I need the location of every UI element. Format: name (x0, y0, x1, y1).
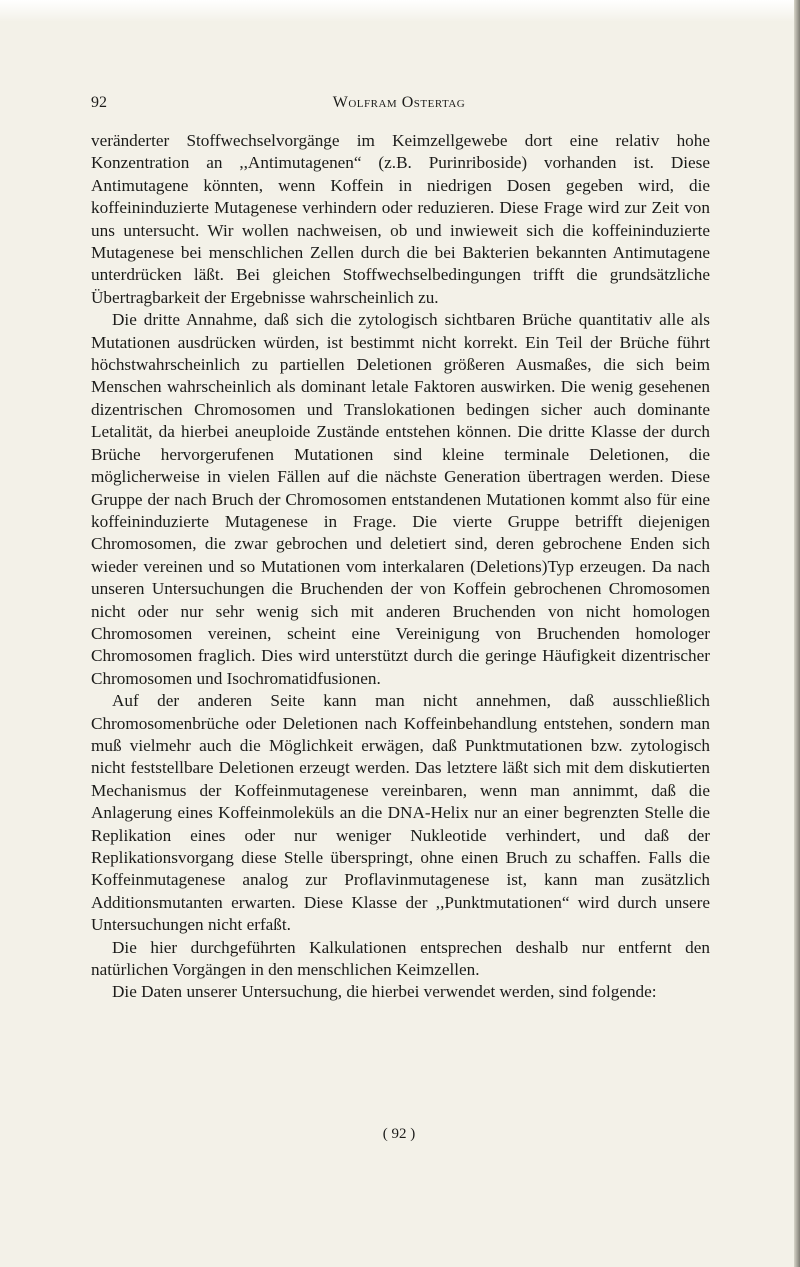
paragraph: Auf der anderen Seite kann man nicht annehmen, daß ausschließlich Chromosomenbrüche oder Deletionen nach Koffeinbehandlung entstehen, sondern man muß vielmehr auch die Möglichkeit erwägen, daß Punktmutationen bzw. zytologisch nicht feststellbare Deletionen erzeugt werden. Das letztere läßt sich mit dem diskutierten Mechanismus der Koffeinmutagenese vereinbaren, wenn man annimmt, daß die Anlagerung eines Koffeinmoleküls an die DNA-Helix nur an einer begrenzten Stelle die Replikation eines oder nur weniger Nukleotide verhindert, und daß der Replikationsvorgang diese Stelle überspringt, ohne einen Bruch zu schaffen. Falls die Koffeinmutagenese analog zur Proflavinmutagenese ist, kann man zusätzlich Additionsmutanten erwarten. Diese Klasse der ,,Punktmutationen“ wird durch unsere Untersuchungen nicht erfaßt. (91, 691, 710, 935)
running-head: Wolfram Ostertag (332, 94, 466, 111)
page-right-edge (794, 0, 800, 1267)
paragraph: veränderter Stoffwechselvorgänge im Keimzellgewebe dort eine relativ hohe Konzentration an ,,Antimutagenen“ (z.B. Purinriboside) vorhanden ist. Diese Antimutagene könnten, wenn Koffein in niedrigen Dosen gegeben wird, die koffeininduzierte Mutagenese verhindern oder reduzieren. Diese Frage wird zur Zeit von uns untersucht. Wir wollen nachweisen, ob und inwieweit sich die koffeininduzierte Mutagenese bei menschlichen Zellen durch die bei Bakterien bekannten Antimutagene unterdrücken läßt. Bei gleichen Stoffwechselbedingungen trifft die grundsätzliche Übertragbarkeit der Ergebnisse wahrscheinlich zu. (91, 131, 710, 307)
page-header (91, 94, 707, 116)
paragraph: Die Daten unserer Untersuchung, die hierbei verwendet werden, sind folgende: (112, 982, 657, 1002)
page-top-shadow (0, 0, 800, 22)
paragraph: Die dritte Annahme, daß sich die zytologisch sichtbaren Brüche quantitativ alle als Mutationen ausdrücken würden, ist bestimmt nicht korrekt. Ein Teil der Brüche führt höchstwahrscheinlich zu partiellen Deletionen größeren Ausmaßes, die sich beim Menschen wahrscheinlich als dominant letale Faktoren auswirken. Die wenig gesehenen dizentrischen Chromosomen und Translokationen bedingen sicher auch dominante Letalität, da hierbei aneuploide Zustände entstehen können. Die dritte Klasse der durch Brüche hervorgerufenen Mutationen sind kleine terminale Deletionen, die möglicherweise in vielen Fällen auf die nächste Generation übertragen werden. Diese Gruppe der nach Bruch der Chromosomen entstandenen Mutationen kommt also für eine koffeininduzierte Mutagenese in Frage. Die vierte Gruppe betrifft diejenigen Chromosomen, die zwar gebrochen und deletiert sind, deren gebrochene Enden sich wieder vereinen und so Mutationen vom interkalaren (Deletions)Typ erzeugen. Da nach unseren Untersuchungen die Bruchenden der von Koffein gebrochenen Chromosomen nicht oder nur sehr wenig sich mit anderen Bruchenden von nicht homologen Chromosomen vereinen, scheint eine Vereinigung von Bruchenden homologer Chromosomen fraglich. Dies wird unterstützt durch die geringe Häufigkeit dizentrischer Chromosomen und Isochromatidfusionen. (91, 310, 710, 688)
paragraph: Die hier durchgeführten Kalkulationen entsprechen deshalb nur entfernt den natürlichen Vorgängen in den menschlichen Keimzellen. (91, 937, 710, 980)
page-number: 92 (91, 94, 107, 111)
body-text (91, 130, 710, 1004)
page-footer: ( 92 ) (382, 1126, 416, 1142)
